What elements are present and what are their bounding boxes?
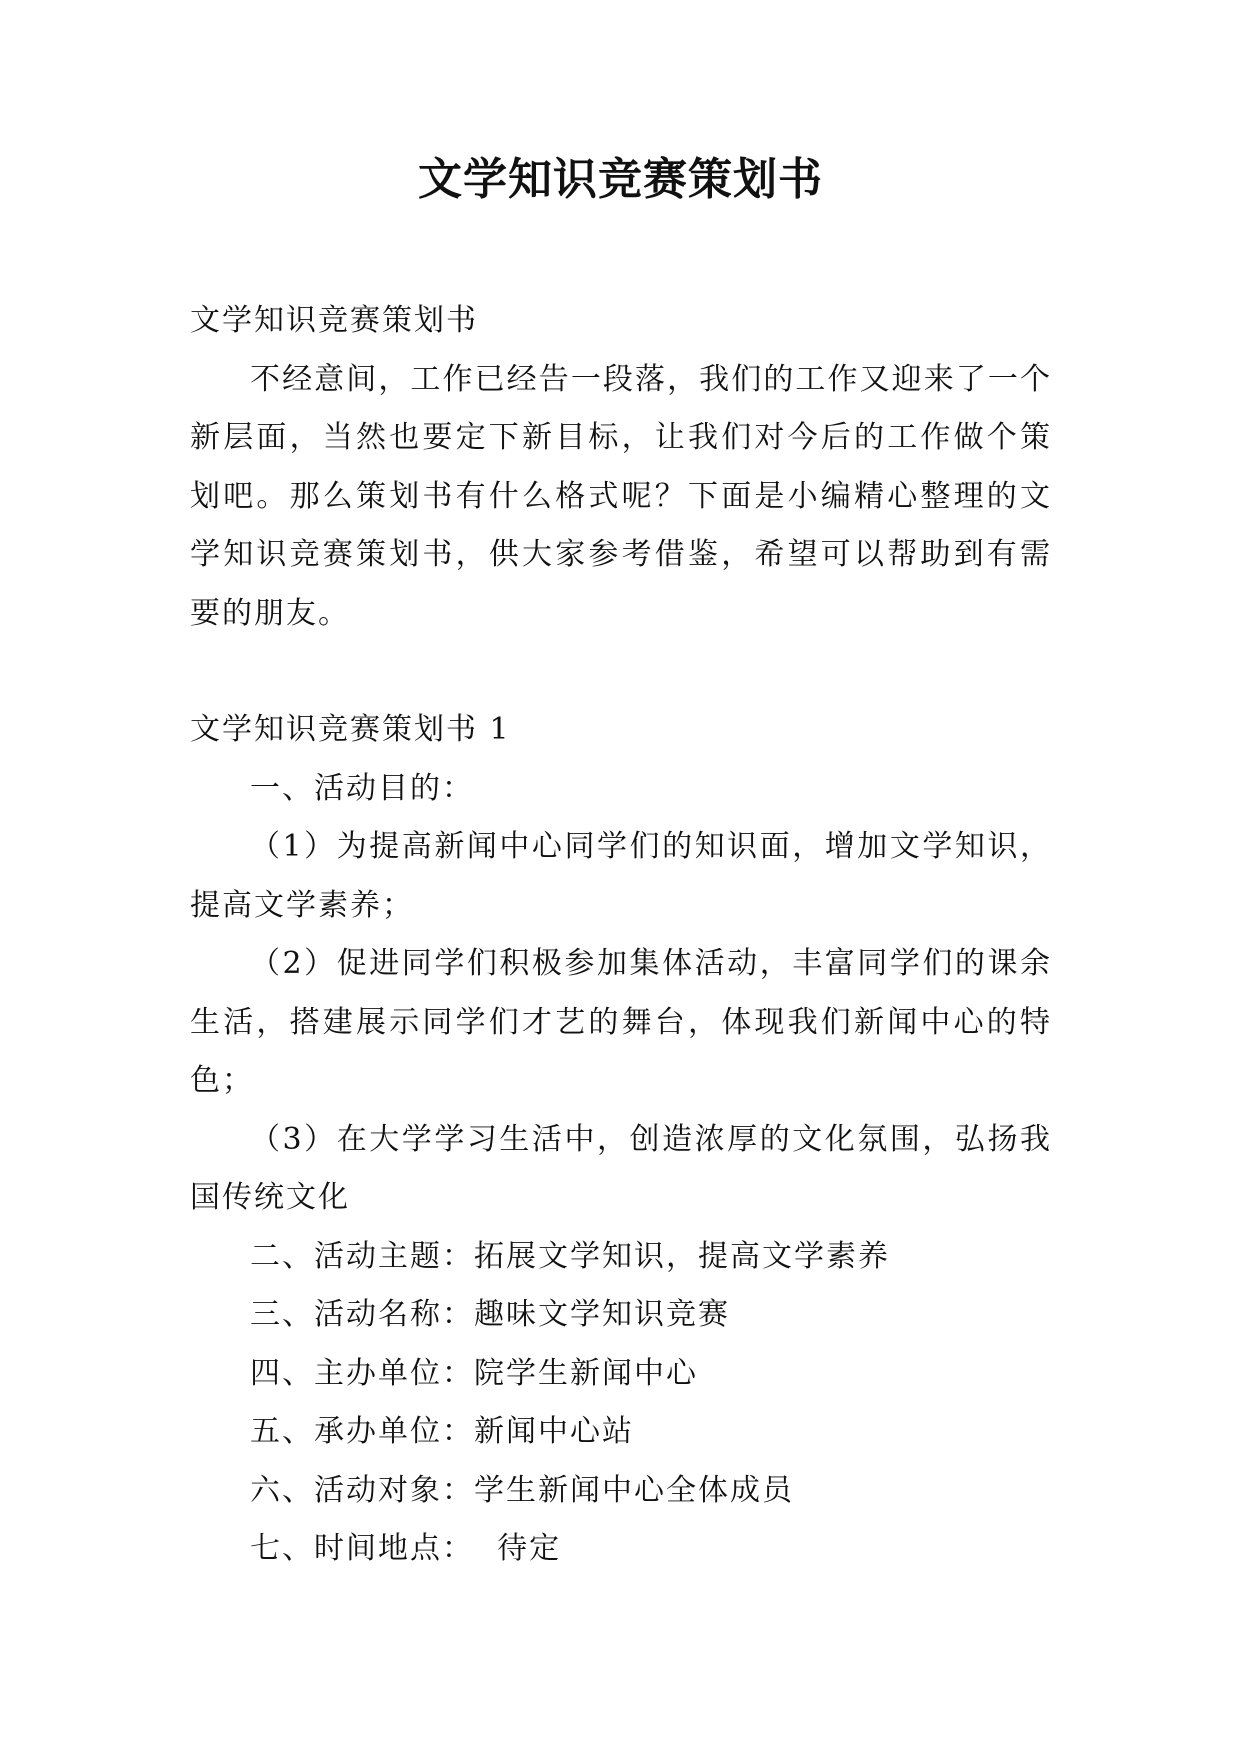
participants: 六、活动对象：学生新闻中心全体成员	[250, 1472, 794, 1508]
document-body	[190, 292, 1052, 1579]
purpose-item-3: （3）在大学学习生活中，创造浓厚的文化氛围，弘扬我国传统文化	[190, 1121, 1052, 1215]
subtitle: 文学知识竞赛策划书	[190, 303, 478, 338]
purpose-item-2: （2）促进同学们积极参加集体活动，丰富同学们的课余生活，搭建展示同学们才艺的舞台，体现我们新闻中心的特色；	[190, 946, 1052, 1098]
paragraph-gap	[190, 643, 1052, 701]
purpose-heading: 一、活动目的：	[250, 770, 474, 806]
time-place: 七、时间地点： 待定	[250, 1531, 562, 1566]
purpose-item-1: （1）为提高新闻中心同学们的知识面，增加文学知识，提高文学素养；	[190, 829, 1052, 923]
document-title: 文学知识竞赛策划书	[418, 154, 823, 205]
activity-theme: 二、活动主题：拓展文学知识，提高文学素养	[250, 1238, 890, 1274]
activity-name: 三、活动名称：趣味文学知识竞赛	[250, 1297, 730, 1332]
undertaker: 五、承办单位：新闻中心站	[250, 1414, 634, 1449]
organizer: 四、主办单位：院学生新闻中心	[250, 1355, 698, 1391]
intro-paragraph: 不经意间，工作已经告一段落，我们的工作又迎来了一个新层面，当然也要定下新目标，让我们对今后的工作做个策划吧。那么策划书有什么格式呢？下面是小编精心整理的文学知识竞赛策划书，供大家参考借鉴，希望可以帮助到有需要的朋友。	[190, 361, 1052, 631]
section-heading: 文学知识竞赛策划书 1	[190, 712, 511, 747]
